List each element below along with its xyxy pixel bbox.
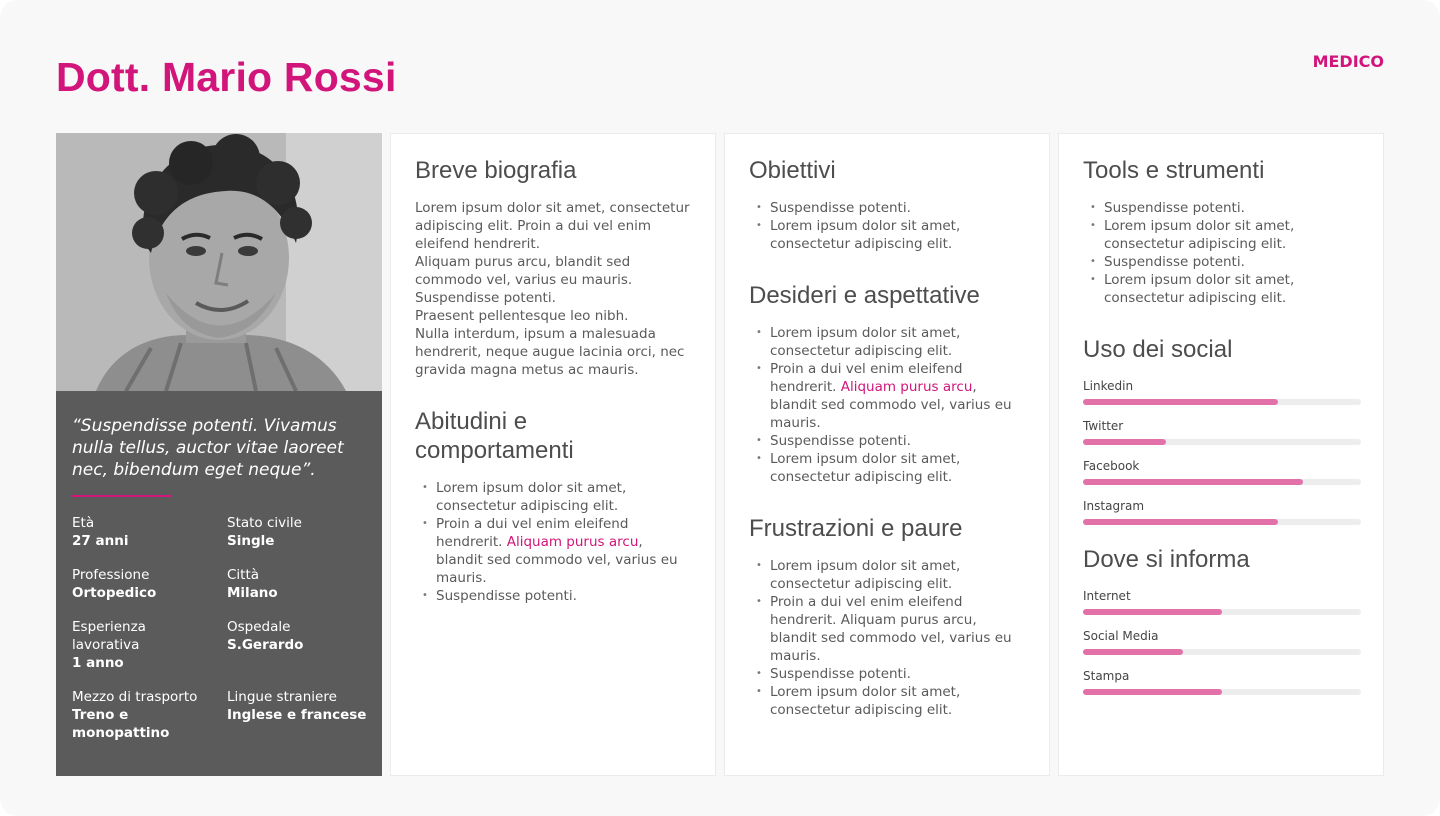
biography-line: Suspendisse potenti. [415, 290, 556, 306]
social-heading: Uso dei social [1083, 336, 1233, 363]
bar-track [1083, 399, 1361, 405]
fact-marital-status [227, 514, 372, 550]
fact-profession [72, 566, 227, 602]
fact-value: Single [227, 533, 275, 549]
bar-track [1083, 609, 1361, 615]
fact-label: Esperienza lavorativa [72, 619, 146, 653]
fact-value: Milano [227, 585, 278, 601]
biography-line: Lorem ipsum dolor sit amet, consectetur adipiscing elit. Proin a dui vel enim eleifend hendrerit. [415, 200, 690, 252]
bar-track [1083, 479, 1361, 485]
biography-heading: Breve biografia [415, 157, 577, 184]
bar-fill [1083, 479, 1303, 485]
bar-label: Stampa [1083, 669, 1130, 683]
bar-fill [1083, 609, 1222, 615]
biography-section [415, 156, 691, 379]
sources-heading: Dove si informa [1083, 546, 1250, 573]
source-bar-press [1083, 668, 1359, 695]
social-bar-instagram [1083, 498, 1359, 525]
item-text: , blandit sed commodo vel, varius eu mauris. [770, 379, 1012, 431]
list-item: • Proin a dui vel enim eleifend hendrerit. Aliquam purus arcu, blandit sed commodo vel, varius eu mauris. [770, 593, 1025, 665]
habits-list [415, 479, 691, 605]
bar-fill [1083, 439, 1166, 445]
list-item: • Suspendisse potenti. [1104, 253, 1359, 271]
fact-label: Mezzo di trasporto [72, 689, 198, 705]
bar-track [1083, 689, 1361, 695]
list-item: • Suspendisse potenti. [770, 199, 1025, 217]
tools-section [1083, 156, 1359, 307]
fact-label: Città [227, 567, 260, 583]
list-item: • Suspendisse potenti. [770, 432, 1025, 450]
biography-line: Nulla interdum, ipsum a malesuada hendrerit, neque augue lacinia orci, nec gravida magna metus ac mauris. [415, 326, 685, 378]
profile-photo [56, 133, 382, 391]
bar-label: Instagram [1083, 499, 1145, 513]
list-item [770, 360, 1025, 432]
biography-line: Praesent pellentesque leo nibh. [415, 308, 629, 324]
bar-fill [1083, 649, 1183, 655]
list-item: • Lorem ipsum dolor sit amet, consectetur adipiscing elit. [770, 217, 1025, 253]
fears-section [749, 514, 1025, 719]
biography-line: Aliquam purus arcu, blandit sed commodo vel, varius eu mauris. [415, 254, 633, 288]
goals-heading: Obiettivi [749, 157, 836, 184]
list-item: • Lorem ipsum dolor sit amet, consectetur adipiscing elit. [1104, 217, 1359, 253]
card-tools [1058, 133, 1384, 776]
goals-section [749, 156, 1025, 253]
fact-value: 1 anno [72, 655, 124, 671]
list-item: • Lorem ipsum dolor sit amet, consectetur adipiscing elit. [770, 324, 1025, 360]
quote-divider [72, 495, 172, 497]
list-item: • Lorem ipsum dolor sit amet, consectetur adipiscing elit. [770, 557, 1025, 593]
fact-experience [72, 618, 227, 672]
source-bar-social-media [1083, 628, 1359, 655]
fact-value: Treno e monopattino [72, 707, 170, 741]
list-item: • Suspendisse potenti. [1104, 199, 1359, 217]
fact-label: Stato civile [227, 515, 302, 531]
social-bar-facebook [1083, 458, 1359, 485]
fact-hospital [227, 618, 372, 672]
bar-fill [1083, 399, 1278, 405]
bar-label: Internet [1083, 589, 1131, 603]
social-bar-twitter [1083, 418, 1359, 445]
item-text: Proin a dui vel enim eleifend hendrerit. [770, 361, 963, 395]
habits-heading: Abitudini e comportamenti [415, 408, 574, 464]
list-item: • Suspendisse potenti. [770, 665, 1025, 683]
source-bar-internet [1083, 588, 1359, 615]
fact-value: Ortopedico [72, 585, 157, 601]
list-item: • Lorem ipsum dolor sit amet, consectetur adipiscing elit. [436, 479, 691, 515]
bar-fill [1083, 519, 1278, 525]
list-item: • Lorem ipsum dolor sit amet, consectetur adipiscing elit. [770, 683, 1025, 719]
persona-facts [72, 514, 372, 742]
card-biography [390, 133, 716, 776]
highlight-text: Aliquam purus arcu [840, 379, 973, 395]
role-badge: MEDICO [1312, 52, 1384, 71]
goals-list [749, 199, 1025, 253]
bar-label: Social Media [1083, 629, 1159, 643]
fears-heading: Frustrazioni e paure [749, 515, 963, 542]
sources-section [1083, 545, 1359, 695]
bar-fill [1083, 689, 1222, 695]
bar-label: Facebook [1083, 459, 1140, 473]
bar-track [1083, 649, 1361, 655]
fact-age [72, 514, 227, 550]
desires-list [749, 324, 1025, 486]
fact-city [227, 566, 372, 602]
tools-list [1083, 199, 1359, 307]
bar-track [1083, 439, 1361, 445]
bar-track [1083, 519, 1361, 525]
fears-list [749, 557, 1025, 719]
fact-transport [72, 688, 227, 742]
item-text: Proin a dui vel enim eleifend hendrerit. [436, 516, 629, 550]
list-item: • Lorem ipsum dolor sit amet, consectetur adipiscing elit. [770, 450, 1025, 486]
fact-value: 27 anni [72, 533, 129, 549]
list-item: • Lorem ipsum dolor sit amet, consectetur adipiscing elit. [1104, 271, 1359, 307]
fact-label: Ospedale [227, 619, 291, 635]
highlight-text: Aliquam purus arcu [506, 534, 639, 550]
fact-value: Inglese e francese [227, 707, 367, 723]
fact-value: S.Gerardo [227, 637, 304, 653]
persona-quote: “Suspendisse potenti. Vivamus nulla tellus, auctor vitae laoreet nec, bibendum eget neque”. [72, 416, 344, 480]
social-section [1083, 335, 1359, 525]
list-item: • Suspendisse potenti. [436, 587, 691, 605]
desires-heading: Desideri e aspettative [749, 282, 980, 309]
card-goals [724, 133, 1050, 776]
fact-label: Lingue straniere [227, 689, 337, 705]
habits-section [415, 407, 691, 605]
portrait-illustration [56, 133, 382, 391]
fact-label: Età [72, 515, 95, 531]
social-bar-linkedin [1083, 378, 1359, 405]
profile-panel [56, 133, 382, 776]
item-text: , blandit sed commodo vel, varius eu mauris. [436, 534, 678, 586]
page-title: Dott. Mario Rossi [56, 54, 397, 100]
bar-label: Twitter [1083, 419, 1124, 433]
list-item [436, 515, 691, 587]
desires-section [749, 281, 1025, 486]
fact-languages [227, 688, 372, 742]
fact-label: Professione [72, 567, 150, 583]
tools-heading: Tools e strumenti [1083, 157, 1265, 184]
bar-label: Linkedin [1083, 379, 1134, 393]
